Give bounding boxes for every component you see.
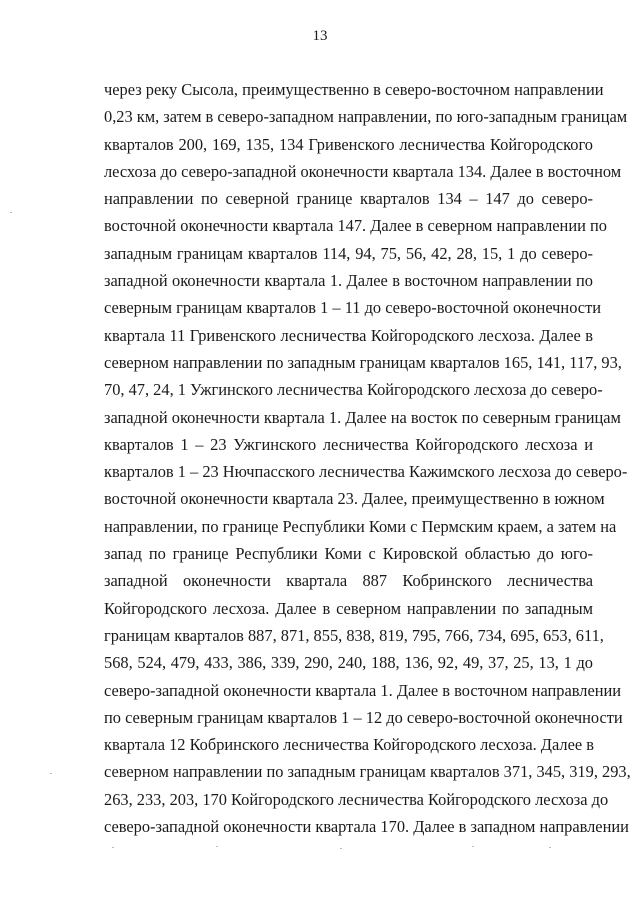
- text-line: западной оконечности квартала 1. Далее на восток по северным границам: [104, 407, 621, 427]
- text-line: северным границам кварталов 1 – 11 до северо-восточной оконечности: [104, 298, 602, 318]
- body-paragraph: [104, 76, 631, 840]
- scan-speck: [340, 848, 342, 849]
- text-line: восточной оконечности квартала 23. Далее, преимущественно в южном: [104, 489, 605, 509]
- text-line: через реку Сысола, преимущественно в северо-восточном направлении: [104, 80, 604, 99]
- scan-speck: [216, 846, 218, 847]
- text-line: северо-западной оконечности квартала 1. Далее в восточном направлении: [104, 680, 622, 700]
- text-line: по северным границам кварталов 1 – 12 до северо-восточной оконечности: [104, 707, 623, 727]
- text-line: 263, 233, 203, 170 Койгородского лесничества Койгородского лесхоза до: [104, 789, 609, 809]
- text-line: 568, 524, 479, 433, 386, 339, 290, 240, 188, 136, 92, 49, 37, 25, 13, 1 до: [104, 653, 593, 673]
- text-line: направлении по северной границе кварталов 134 – 147 до северо-: [104, 189, 593, 209]
- page-number: 13: [312, 28, 328, 44]
- text-line: кварталов 200, 169, 135, 134 Гривенского лесничества Койгородского: [104, 134, 593, 154]
- text-line: северном направлении по западным границам кварталов 371, 345, 319, 293,: [104, 762, 631, 782]
- text-line: Койгородского лесхоза. Далее в северном направлении по западным: [104, 598, 593, 618]
- text-line: кварталов 1 – 23 Ужгинского лесничества Койгородского лесхоза и: [104, 434, 593, 454]
- text-line: лесхоза до северо-западной оконечности квартала 134. Далее в восточном: [104, 161, 622, 181]
- text-line: северо-западной оконечности квартала 170. Далее в западном направлении: [104, 817, 629, 837]
- text-line: кварталов 1 – 23 Нючпасского лесничества Кажимского лесхоза до северо-: [104, 462, 628, 482]
- scan-speck: [472, 846, 474, 847]
- text-line: западным границам кварталов 114, 94, 75, 56, 42, 28, 15, 1 до северо-: [104, 243, 593, 263]
- text-line: 70, 47, 24, 1 Ужгинского лесничества Койгородского лесхоза до северо-: [104, 380, 603, 400]
- text-line: границам кварталов 887, 871, 855, 838, 819, 795, 766, 734, 695, 653, 611,: [104, 625, 604, 645]
- text-line: западной оконечности квартала 887 Кобринского лесничества: [104, 571, 593, 591]
- scan-speck: [10, 212, 12, 213]
- scan-speck: [549, 847, 551, 848]
- scan-speck: [50, 773, 52, 774]
- text-line: квартала 12 Кобринского лесничества Койгородского лесхоза. Далее в: [104, 735, 594, 755]
- text-line: запад по границе Республики Коми с Кировской областью до юго-: [104, 544, 593, 564]
- text-line: восточной оконечности квартала 147. Далее в северном направлении по: [104, 216, 607, 236]
- text-line: квартала 11 Гривенского лесничества Койгородского лесхоза. Далее в: [104, 325, 593, 345]
- text-line: западной оконечности квартала 1. Далее в восточном направлении по: [104, 271, 593, 291]
- scan-speck: [112, 847, 114, 848]
- text-line: направлении, по границе Республики Коми с Пермским краем, а затем на: [104, 516, 617, 536]
- text-line: северном направлении по западным границам кварталов 165, 141, 117, 93,: [104, 352, 622, 372]
- text-line: 0,23 км, затем в северо-западном направлении, по юго-западным границам: [104, 107, 628, 127]
